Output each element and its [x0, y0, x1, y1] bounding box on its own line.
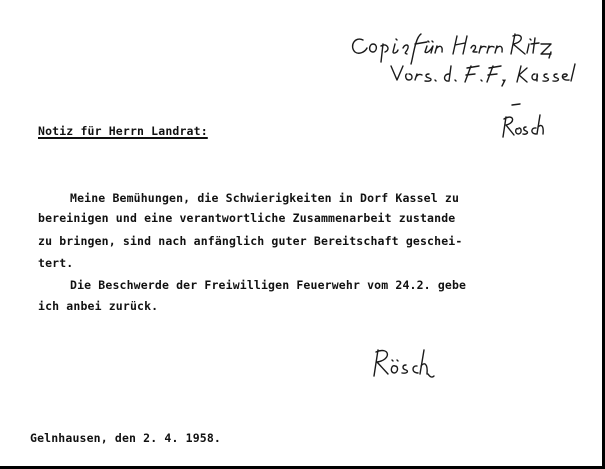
handwritten-copy-note — [345, 28, 585, 88]
body-line-3: zu bringen, sind nach anfänglich guter Bereitschaft geschei- — [38, 234, 463, 248]
handwritten-initials-drawing — [498, 103, 548, 143]
body-line-5: Die Beschwerde der Freiwilligen Feuerwehr vom 24.2. gebe — [70, 278, 467, 292]
body-line-6: ich anbei zurück. — [38, 299, 159, 313]
handwritten-signature — [368, 344, 438, 382]
memo-heading: Notiz für Herrn Landrat: — [38, 124, 208, 138]
handwritten-signature-drawing — [368, 344, 438, 382]
handwritten-initials — [498, 103, 548, 143]
body-line-2: bereinigen und eine verantwortliche Zusammenarbeit zustande — [38, 211, 456, 225]
body-line-4: tert. — [38, 256, 74, 270]
date-line: Gelnhausen, den 2. 4. 1958. — [30, 431, 221, 445]
handwritten-copy-note-drawing — [345, 28, 585, 88]
body-line-1: Meine Bemühungen, die Schwierigkeiten in Dorf Kassel zu — [70, 191, 460, 205]
